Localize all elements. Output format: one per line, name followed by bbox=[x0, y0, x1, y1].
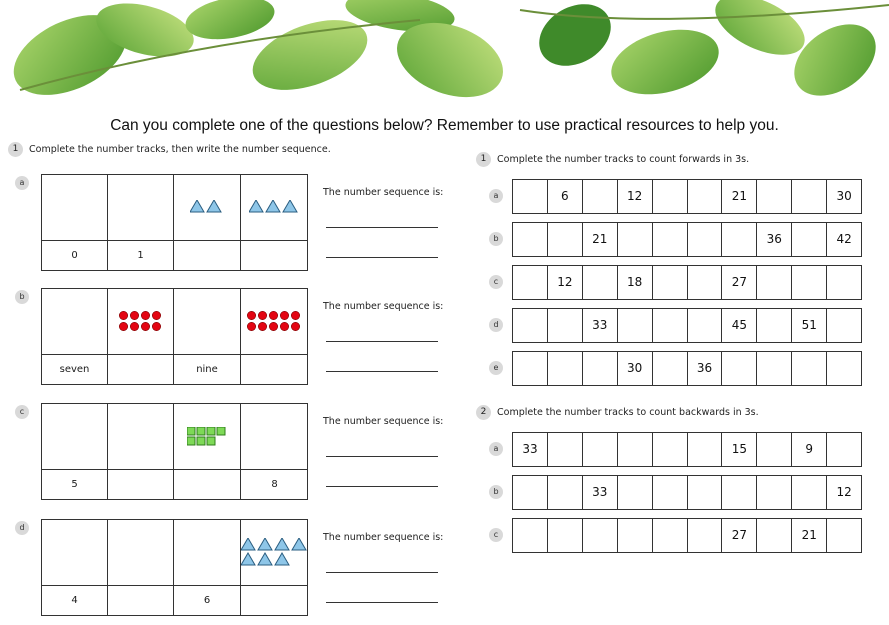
picture-cell[interactable] bbox=[174, 520, 241, 586]
number-track-grid bbox=[41, 519, 308, 616]
track-cell[interactable] bbox=[513, 223, 548, 256]
track-cell[interactable]: 30 bbox=[618, 352, 653, 385]
track-cell[interactable] bbox=[688, 180, 723, 213]
track-cell[interactable] bbox=[688, 433, 723, 466]
number-track-grid bbox=[41, 174, 308, 271]
number-cell[interactable] bbox=[174, 470, 241, 500]
dot-counter bbox=[141, 311, 149, 319]
track-cell[interactable]: 36 bbox=[688, 352, 723, 385]
track-cell[interactable]: 42 bbox=[836, 232, 852, 246]
part-label: e bbox=[489, 361, 503, 375]
part-label: c bbox=[489, 275, 503, 289]
track-cell[interactable]: 33 bbox=[583, 476, 618, 509]
track-cell[interactable] bbox=[757, 266, 792, 299]
counters bbox=[174, 404, 240, 469]
number-cell[interactable] bbox=[241, 241, 308, 271]
track-cell[interactable] bbox=[618, 223, 653, 256]
dot-counter bbox=[258, 322, 266, 330]
track-cell[interactable] bbox=[513, 309, 548, 342]
part-label: c bbox=[15, 405, 29, 419]
track-cell[interactable] bbox=[583, 266, 618, 299]
part-label: d bbox=[489, 318, 503, 332]
number-cell[interactable]: 0 bbox=[42, 241, 108, 271]
triangle-counter bbox=[266, 200, 280, 212]
picture-cell[interactable] bbox=[108, 289, 174, 355]
number-cell[interactable] bbox=[108, 586, 174, 616]
number-track bbox=[512, 265, 862, 300]
picture-cell[interactable] bbox=[42, 289, 108, 355]
question-number: 2 bbox=[476, 405, 491, 420]
track-cell[interactable] bbox=[548, 223, 583, 256]
track-cell[interactable] bbox=[827, 352, 861, 385]
track-cell[interactable] bbox=[757, 309, 792, 342]
track-cell[interactable] bbox=[827, 433, 861, 466]
picture-cell[interactable] bbox=[241, 520, 308, 586]
picture-cell[interactable] bbox=[241, 289, 308, 355]
dot-counter bbox=[152, 322, 160, 330]
track-cell[interactable]: 21 bbox=[583, 223, 618, 256]
square-counter bbox=[187, 427, 195, 435]
sequence-label: The number sequence is: bbox=[323, 301, 444, 312]
number-track-grid bbox=[41, 288, 308, 385]
number-cell[interactable]: 8 bbox=[271, 479, 278, 490]
q2-instruction: 2 Complete the number tracks to count backwards in 3s. bbox=[476, 405, 759, 420]
dot-counter bbox=[258, 311, 266, 319]
answer-line[interactable] bbox=[326, 456, 438, 457]
answer-line[interactable] bbox=[326, 257, 438, 258]
number-track bbox=[512, 518, 862, 553]
sequence-label: The number sequence is: bbox=[323, 532, 444, 543]
track-cell[interactable] bbox=[722, 352, 757, 385]
picture-cell[interactable] bbox=[42, 520, 108, 586]
track-cell[interactable]: 9 bbox=[792, 433, 827, 466]
number-cell[interactable] bbox=[241, 586, 308, 616]
dot-counter bbox=[119, 322, 127, 330]
square-counter bbox=[217, 427, 225, 435]
track-cell[interactable] bbox=[653, 309, 688, 342]
track-cell[interactable] bbox=[688, 309, 723, 342]
page-title: Can you complete one of the questions below? Remember to use practical resources to help you. bbox=[110, 117, 779, 134]
picture-cell[interactable] bbox=[108, 404, 174, 470]
track-cell[interactable]: 45 bbox=[722, 309, 757, 342]
track-cell[interactable]: 21 bbox=[792, 519, 827, 552]
squares-icon bbox=[187, 427, 227, 447]
part-label: a bbox=[489, 442, 503, 456]
sequence-label: The number sequence is: bbox=[323, 187, 444, 198]
question-number: 1 bbox=[8, 142, 23, 157]
counters bbox=[241, 520, 308, 585]
track-cell[interactable] bbox=[548, 352, 583, 385]
answer-line[interactable] bbox=[326, 486, 438, 487]
track-cell[interactable] bbox=[792, 476, 827, 509]
answer-line[interactable] bbox=[326, 227, 438, 228]
triangle-counter bbox=[241, 538, 255, 550]
part-label: b bbox=[489, 485, 503, 499]
track-cell[interactable] bbox=[653, 223, 688, 256]
dot-counter bbox=[269, 322, 277, 330]
number-track bbox=[512, 222, 862, 257]
track-cell[interactable]: 36 bbox=[757, 223, 792, 256]
track-cell[interactable] bbox=[653, 352, 688, 385]
square-counter bbox=[187, 437, 195, 445]
triangle-counter bbox=[258, 538, 272, 550]
triangle-counter bbox=[258, 553, 272, 565]
triangles-icon bbox=[241, 538, 308, 568]
track-cell[interactable] bbox=[757, 180, 792, 213]
answer-line[interactable] bbox=[326, 371, 438, 372]
counters bbox=[241, 175, 308, 240]
track-cell[interactable] bbox=[688, 266, 723, 299]
track-cell[interactable] bbox=[688, 476, 723, 509]
track-cell[interactable]: 33 bbox=[583, 309, 618, 342]
triangle-counter bbox=[207, 200, 221, 212]
track-cell[interactable] bbox=[548, 476, 583, 509]
track-cell[interactable]: 12 bbox=[618, 180, 653, 213]
triangle-counter bbox=[190, 200, 204, 212]
track-cell[interactable] bbox=[757, 352, 792, 385]
track-cell[interactable] bbox=[757, 433, 792, 466]
track-cell[interactable] bbox=[757, 476, 792, 509]
track-cell[interactable] bbox=[827, 266, 861, 299]
number-track bbox=[512, 432, 862, 467]
number-track bbox=[512, 351, 862, 386]
triangle-counter bbox=[292, 538, 306, 550]
counters bbox=[174, 175, 240, 240]
track-cell[interactable] bbox=[618, 519, 653, 552]
number-cell[interactable]: 5 bbox=[42, 470, 108, 500]
left-instruction: 1 Complete the number tracks, then write the number sequence. bbox=[8, 142, 331, 157]
picture-cell[interactable] bbox=[42, 175, 108, 241]
track-cell[interactable]: 27 bbox=[722, 266, 757, 299]
triangle-counter bbox=[249, 200, 263, 212]
part-label: a bbox=[15, 176, 29, 190]
track-cell[interactable] bbox=[653, 476, 688, 509]
triangle-counter bbox=[241, 553, 255, 565]
number-cell[interactable]: 4 bbox=[42, 586, 108, 616]
track-cell[interactable]: 21 bbox=[722, 180, 757, 213]
track-cell[interactable] bbox=[513, 180, 548, 213]
track-cell[interactable] bbox=[513, 476, 548, 509]
square-counter bbox=[207, 427, 215, 435]
part-label: a bbox=[489, 189, 503, 203]
dot-counter bbox=[291, 311, 299, 319]
track-cell[interactable] bbox=[583, 433, 618, 466]
number-track bbox=[512, 179, 862, 214]
dot-counter bbox=[269, 311, 277, 319]
track-cell[interactable] bbox=[513, 352, 548, 385]
triangle-counter bbox=[275, 538, 289, 550]
number-track-grid bbox=[41, 403, 308, 500]
track-cell[interactable]: 6 bbox=[548, 180, 583, 213]
dot-counter bbox=[130, 311, 138, 319]
picture-cell[interactable] bbox=[174, 175, 241, 241]
number-cell[interactable] bbox=[108, 355, 174, 385]
track-cell[interactable] bbox=[513, 266, 548, 299]
track-cell[interactable]: 33 bbox=[513, 433, 548, 466]
track-cell[interactable] bbox=[618, 309, 653, 342]
part-label: c bbox=[489, 528, 503, 542]
dot-counter bbox=[119, 311, 127, 319]
track-cell[interactable] bbox=[688, 223, 723, 256]
counters bbox=[108, 289, 173, 354]
part-label: b bbox=[15, 290, 29, 304]
track-cell[interactable] bbox=[722, 223, 757, 256]
track-cell[interactable] bbox=[792, 223, 827, 256]
track-cell[interactable] bbox=[618, 433, 653, 466]
track-cell[interactable] bbox=[757, 519, 792, 552]
track-cell[interactable]: 15 bbox=[722, 433, 757, 466]
answer-line[interactable] bbox=[326, 602, 438, 603]
track-cell[interactable] bbox=[583, 180, 618, 213]
number-cell[interactable] bbox=[241, 355, 308, 385]
part-label: b bbox=[489, 232, 503, 246]
picture-cell[interactable] bbox=[174, 289, 241, 355]
number-cell[interactable]: 6 bbox=[174, 586, 241, 616]
triangle-counter bbox=[275, 553, 289, 565]
track-cell[interactable]: 12 bbox=[836, 485, 852, 499]
track-cell[interactable] bbox=[583, 352, 618, 385]
dot-counter bbox=[247, 311, 255, 319]
dot-counter bbox=[247, 322, 255, 330]
dot-counter bbox=[130, 322, 138, 330]
picture-cell[interactable] bbox=[174, 404, 241, 470]
number-cell[interactable] bbox=[174, 241, 241, 271]
dot-counter bbox=[280, 322, 288, 330]
leaves-illustration bbox=[0, 0, 889, 108]
picture-cell[interactable] bbox=[241, 404, 308, 470]
dot-counter bbox=[141, 322, 149, 330]
picture-cell[interactable] bbox=[108, 520, 174, 586]
track-cell[interactable] bbox=[653, 433, 688, 466]
track-cell[interactable] bbox=[792, 266, 827, 299]
q1-instruction: 1 Complete the number tracks to count forwards in 3s. bbox=[476, 152, 749, 167]
square-counter bbox=[197, 427, 205, 435]
triangles-icon bbox=[249, 200, 300, 215]
track-cell[interactable] bbox=[792, 352, 827, 385]
square-counter bbox=[197, 437, 205, 445]
triangle-counter bbox=[283, 200, 297, 212]
track-cell[interactable] bbox=[618, 476, 653, 509]
number-track bbox=[512, 308, 862, 343]
counters bbox=[241, 289, 308, 354]
number-cell[interactable]: nine bbox=[174, 355, 241, 385]
number-cell[interactable]: 1 bbox=[108, 241, 174, 271]
picture-cell[interactable] bbox=[108, 175, 174, 241]
dot-counter bbox=[280, 311, 288, 319]
track-cell[interactable] bbox=[827, 519, 861, 552]
number-cell[interactable] bbox=[108, 470, 174, 500]
dot-counter bbox=[152, 311, 160, 319]
triangles-icon bbox=[190, 200, 224, 215]
track-cell[interactable] bbox=[653, 180, 688, 213]
track-cell[interactable] bbox=[548, 433, 583, 466]
leaf-banner bbox=[0, 0, 889, 108]
track-cell[interactable] bbox=[688, 519, 723, 552]
track-cell[interactable]: 30 bbox=[836, 189, 852, 203]
answer-line[interactable] bbox=[326, 341, 438, 342]
sequence-label: The number sequence is: bbox=[323, 416, 444, 427]
track-cell[interactable] bbox=[583, 519, 618, 552]
track-cell[interactable]: 27 bbox=[722, 519, 757, 552]
number-cell[interactable]: seven bbox=[42, 355, 108, 385]
dots-icon bbox=[247, 311, 302, 333]
track-cell[interactable] bbox=[548, 519, 583, 552]
question-number: 1 bbox=[476, 152, 491, 167]
track-cell[interactable] bbox=[722, 476, 757, 509]
track-cell[interactable]: 51 bbox=[792, 309, 827, 342]
dots-icon bbox=[119, 311, 163, 333]
track-cell[interactable] bbox=[513, 519, 548, 552]
part-label: d bbox=[15, 521, 29, 535]
number-track bbox=[512, 475, 862, 510]
track-cell[interactable] bbox=[827, 309, 861, 342]
picture-cell[interactable] bbox=[42, 404, 108, 470]
track-cell[interactable] bbox=[548, 309, 583, 342]
track-cell[interactable] bbox=[792, 180, 827, 213]
track-cell[interactable]: 12 bbox=[548, 266, 583, 299]
dot-counter bbox=[291, 322, 299, 330]
square-counter bbox=[207, 437, 215, 445]
answer-line[interactable] bbox=[326, 572, 438, 573]
track-cell[interactable]: 18 bbox=[618, 266, 653, 299]
track-cell[interactable] bbox=[653, 266, 688, 299]
picture-cell[interactable] bbox=[241, 175, 308, 241]
track-cell[interactable] bbox=[653, 519, 688, 552]
